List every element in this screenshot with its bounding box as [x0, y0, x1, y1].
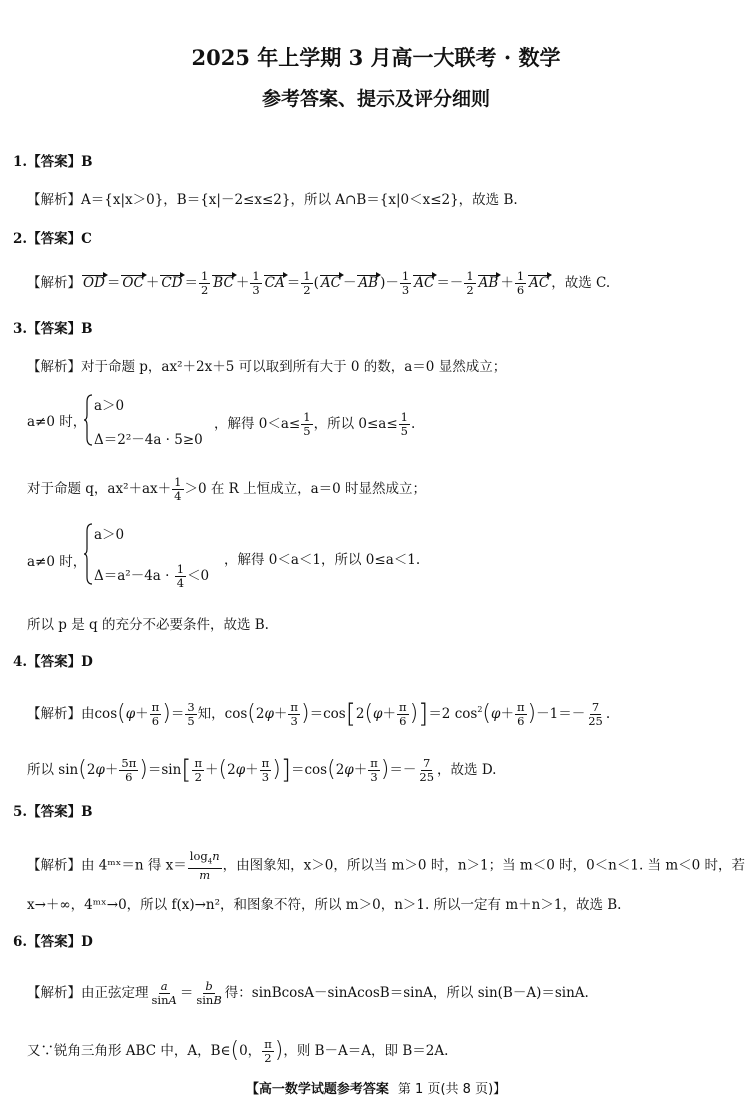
q6-line1: 【解析】由正弦定理 $\frac{a}{\sin A}$ ＝ $\frac{b}{\sin B}$ 得：sinBcosA－sinAcosB＝sinA，所以 sin(B－A)＝sinA.	[27, 979, 589, 1007]
q3-p-line: 【解析】对于命题 p，ax²＋2x＋5 可以取到所有大于 0 的数，a＝0 显然成立；	[27, 359, 507, 375]
q3-answer: 3.【答案】B	[13, 321, 93, 337]
q4-line2: 所以 sin(2φ＋ $\frac{5\pi}{6}$ )＝sin[ $\frac{\pi}{2}$ ＋(2φ＋ $\frac{\pi}{3}$ )]＝cos(2φ＋ $\frac{\pi}{3}$ )＝－ $\frac{7}{25}$ ，故选 D.	[27, 755, 497, 785]
footer-left: 【高一数学试题参考答案	[245, 1082, 389, 1097]
q3-p-result: ，解得 0＜a≤ $\frac{1}{5}$ ，所以 0≤a≤ $\frac{1}{5}$ .	[214, 410, 416, 438]
q2-analysis: 【解析】 OD ＝ OC ＋ CD ＝ $\frac{1}{2}$ BC ＋ $\frac{1}{3}$ CA ＝ $\frac{1}{2}$ ( AC － AB )－ $\frac{1}{3}$ AC ＝－ $\frac{1}{2}$ AB ＋ $\frac{1}{6}$ AC ，故选 C.	[27, 269, 611, 297]
q3-q-result: ，解得 0＜a＜1，所以 0≤a＜1.	[224, 552, 421, 568]
q3-p-brace	[84, 394, 94, 446]
q3-conclusion: 所以 p 是 q 的充分不必要条件，故选 B.	[27, 617, 269, 633]
q5-answer: 5.【答案】B	[13, 804, 93, 820]
q3-q-line: 对于命题 q，ax²＋ax＋ $\frac{1}{4}$ ＞0 在 R 上恒成立，a＝0 时显然成立；	[27, 475, 427, 503]
q5-line1: 【解析】由 4ᵐˣ＝n 得 x＝ $\frac{\log_4n}{m}$ ，由图象知，x＞0，所以当 m＞0 时，n＞1；当 m＜0 时，0＜n＜1. 当 m＜0 时，若	[27, 849, 746, 883]
q5-line2: x→＋∞，4ᵐˣ→0，所以 f(x)→n²，和图象不符，所以 m＞0，n＞1. 所以一定有 m＋n＞1，故选 B.	[27, 897, 622, 913]
q3-q-case: a≠0 时，	[27, 554, 87, 570]
q6-line2: 又∵锐角三角形 ABC 中，A，B∈(0， $\frac{\pi}{2}$ )，则 B－A＝A，即 B＝2A.	[27, 1037, 449, 1065]
q3-p-case: a≠0 时，	[27, 414, 87, 430]
page-footer	[0, 1078, 752, 1097]
footer-page: 第 1 页(共 8 页)】	[397, 1082, 507, 1097]
q3-p-sys1: a＞0	[94, 398, 125, 414]
q3-q-brace	[84, 523, 94, 585]
page-subtitle: 参考答案、提示及评分细则	[261, 88, 490, 110]
q6-answer: 6.【答案】D	[13, 934, 93, 950]
q2-answer: 2.【答案】C	[13, 231, 92, 247]
page-title: 2025 年上学期 3 月高一大联考 · 数学	[191, 45, 561, 70]
q3-q-sys1: a＞0	[94, 527, 125, 543]
q4-answer: 4.【答案】D	[13, 654, 93, 670]
q1-answer: 1.【答案】B	[13, 154, 93, 170]
q3-p-sys2: Δ＝2²－4a · 5≥0	[94, 432, 203, 448]
q3-q-sys2: Δ＝a²－4a · $\frac{1}{4}$ ＜0	[94, 562, 210, 590]
q4-line1: 【解析】由cos(φ＋ $\frac{\pi}{6}$ )＝ $\frac{3}{5}$ 知，cos(2φ＋ $\frac{\pi}{3}$ )＝cos[2(φ＋ $\frac{\pi}{6}$ )]＝2 $\cos^2(\varphi+$ $\frac{\pi}{6}$ )－1＝－ $\frac{7}{25}$ .	[27, 699, 611, 729]
q1-analysis: 【解析】A＝{x|x＞0}，B＝{x|－2≤x≤2}，所以 A∩B＝{x|0＜x≤2}，故选 B.	[27, 192, 518, 208]
